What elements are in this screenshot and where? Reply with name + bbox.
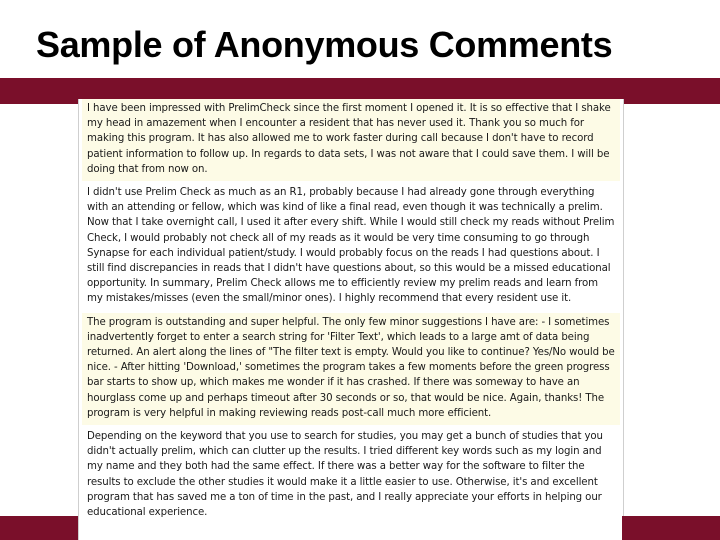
comment-1: I have been impressed with PrelimCheck since the first moment I opened it. It is so effective that I shake my head in amazement when I encounter a resident that has never used it. Thank you so much for making this program. It has also allowed me to work faster during call because I don't have to record patient information to follow up. In regards to data sets, I was not aware that I could save them. I will be doing that from now on. (82, 99, 620, 181)
comment-2: I didn't use Prelim Check as much as an R1, probably because I had already gone through everything with an attending or fellow, which was kind of like a final read, even though it was technically a prelim. Now that I take overnight call, I used it after every shift. While I would still check my reads without Prelim Check, I would probably not check all of my reads as it would be very time consuming to go through Synapse for each individual patient/study. I would probably focus on the reads I had questions about. I still find discrepancies in reads that I didn't have questions about, so this would be a missed educational opportunity. In summary, Prelim Check allows me to efficiently review my prelim reads and learn from my mistakes/misses (even the small/minor ones). I highly recommend that every resident use it. (82, 181, 620, 311)
footer-bar-right (622, 516, 720, 540)
comments-panel (78, 99, 624, 540)
footer-bar-left (0, 516, 78, 540)
comment-4: Depending on the keyword that you use to search for studies, you may get a bunch of studies that you didn't actually prelim, which can clutter up the results. I tried different key words such as my login and my name and they both had the same effect. If there was a better way for the software to filter the results to exclude the other studies it would make it a little easier to use. Otherwise, it's and excellent program that has saved me a ton of time in the past, and I really appreciate your efforts in helping our educational experience. (82, 425, 620, 524)
comment-3: The program is outstanding and super helpful. The only few minor suggestions I have are: - I sometimes inadvertently forget to enter a search string for 'Filter Text', which leads to a large amt of data being returned. An alert along the lines of "The filter text is empty. Would you like to continue? Yes/No would be nice. - After hitting 'Download,' sometimes the program takes a few moments before the green progress bar starts to show up, which makes me wonder if it has crashed. If there was someway to have an hourglass come up and perhaps timeout after 30 seconds or so, that would be nice. Again, thanks! The program is very helpful in making reviewing reads post-call much more efficient. (82, 311, 620, 425)
slide-title: Sample of Anonymous Comments (36, 24, 613, 65)
